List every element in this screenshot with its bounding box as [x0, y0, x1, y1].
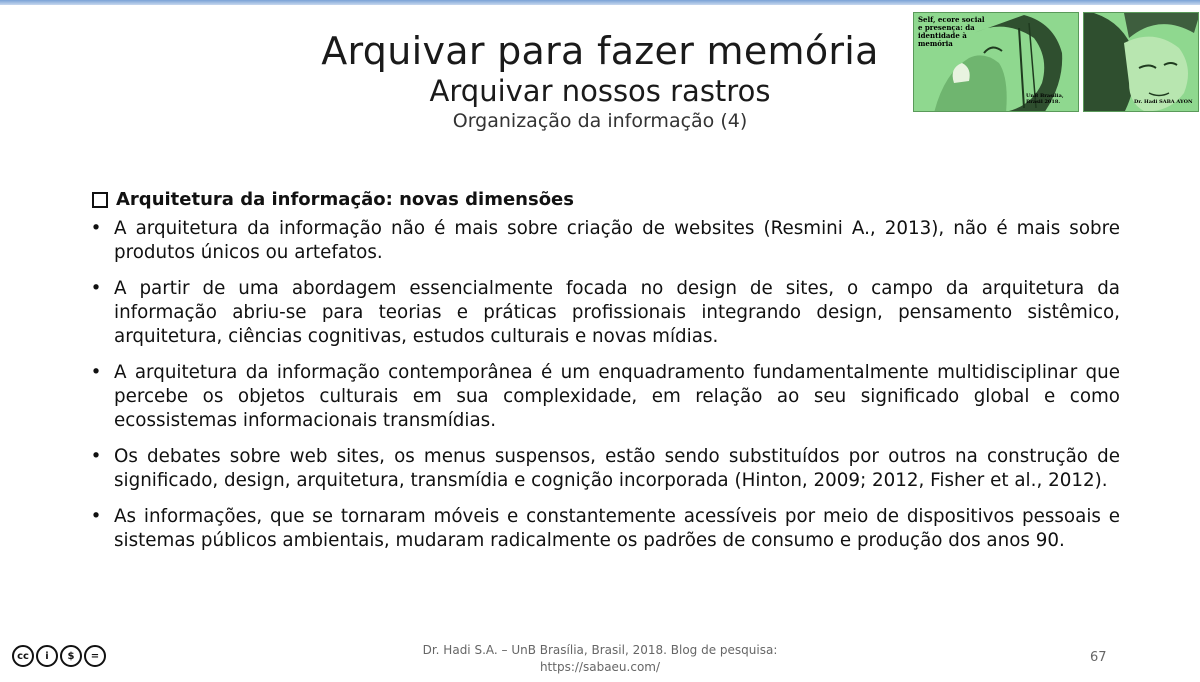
- section-heading-text: Arquitetura da informação: novas dimensões: [116, 189, 574, 210]
- slide-subtitle: Arquivar nossos rastros: [429, 74, 771, 108]
- by-icon: i: [36, 645, 58, 667]
- cover-author-note: Dr. Hadi SABA AYON: [1134, 99, 1193, 105]
- bullet-list: [88, 217, 1120, 553]
- footer: [400, 642, 800, 676]
- cover-illustration-left: [913, 12, 1079, 112]
- creative-commons-license-badge: [12, 645, 106, 667]
- footer-credit: Dr. Hadi S.A. – UnB Brasília, Brasil, 2018. Blog de pesquisa:: [422, 643, 778, 657]
- section-heading: [88, 187, 1120, 213]
- bullet-icon: •: [90, 362, 102, 383]
- slide-title: Arquivar para fazer memória: [321, 29, 879, 73]
- top-accent-bar: [0, 0, 1200, 5]
- bullet-icon: •: [90, 218, 102, 239]
- slide-subsubtitle: Organização da informação (4): [452, 110, 748, 132]
- slide-body: [88, 187, 1120, 565]
- list-item: [88, 361, 1120, 433]
- cover-illustration-right: [1083, 12, 1199, 112]
- book-cover-thumbnail: [913, 12, 1199, 112]
- list-item: [88, 445, 1120, 493]
- bullet-icon: •: [90, 278, 102, 299]
- title-block: [300, 28, 900, 134]
- list-item-text: Os debates sobre web sites, os menus suspensos, estão sendo substituídos por outros na construção de significado, design, arquitetura, transmídia e cognição incorporada (Hinton, 2009; 2012, Fisher et al., 2012).: [114, 446, 1120, 491]
- list-item-text: A arquitetura da informação não é mais sobre criação de websites (Resmini A., 2013), não é mais sobre produtos únicos ou artefatos.: [114, 218, 1120, 263]
- bullet-icon: •: [90, 446, 102, 467]
- cover-caption: Self, ecore social e presença: da identidade à memória: [918, 16, 988, 48]
- nd-icon: =: [84, 645, 106, 667]
- checkbox-square-icon: [92, 192, 108, 208]
- list-item: [88, 277, 1120, 349]
- list-item-text: As informações, que se tornaram móveis e constantemente acessíveis por meio de dispositivos pessoais e sistemas públicos ambientais, mudaram radicalmente os padrões de consumo e produção dos anos 90.: [114, 506, 1120, 551]
- nc-icon: $: [60, 645, 82, 667]
- list-item: [88, 217, 1120, 265]
- footer-url[interactable]: https://sabaeu.com/: [539, 660, 661, 674]
- cc-icon: cc: [12, 645, 34, 667]
- page-number: 67: [1090, 650, 1107, 665]
- list-item-text: A partir de uma abordagem essencialmente focada no design de sites, o campo da arquitetura da informação abriu-se para teorias e práticas profissionais integrando design, pensamento sistêmico, arquitetura, ciências cognitivas, estudos culturais e novas mídias.: [114, 278, 1120, 347]
- list-item: [88, 505, 1120, 553]
- bullet-icon: •: [90, 506, 102, 527]
- list-item-text: A arquitetura da informação contemporânea é um enquadramento fundamentalmente multidisciplinar que percebe os objetos culturais em sua complexidade, em relação ao seu significado global e como ecossistemas informacionais transmídias.: [114, 362, 1120, 431]
- cover-location-note: UnB Brasília, Brasil 2018.: [1026, 93, 1064, 105]
